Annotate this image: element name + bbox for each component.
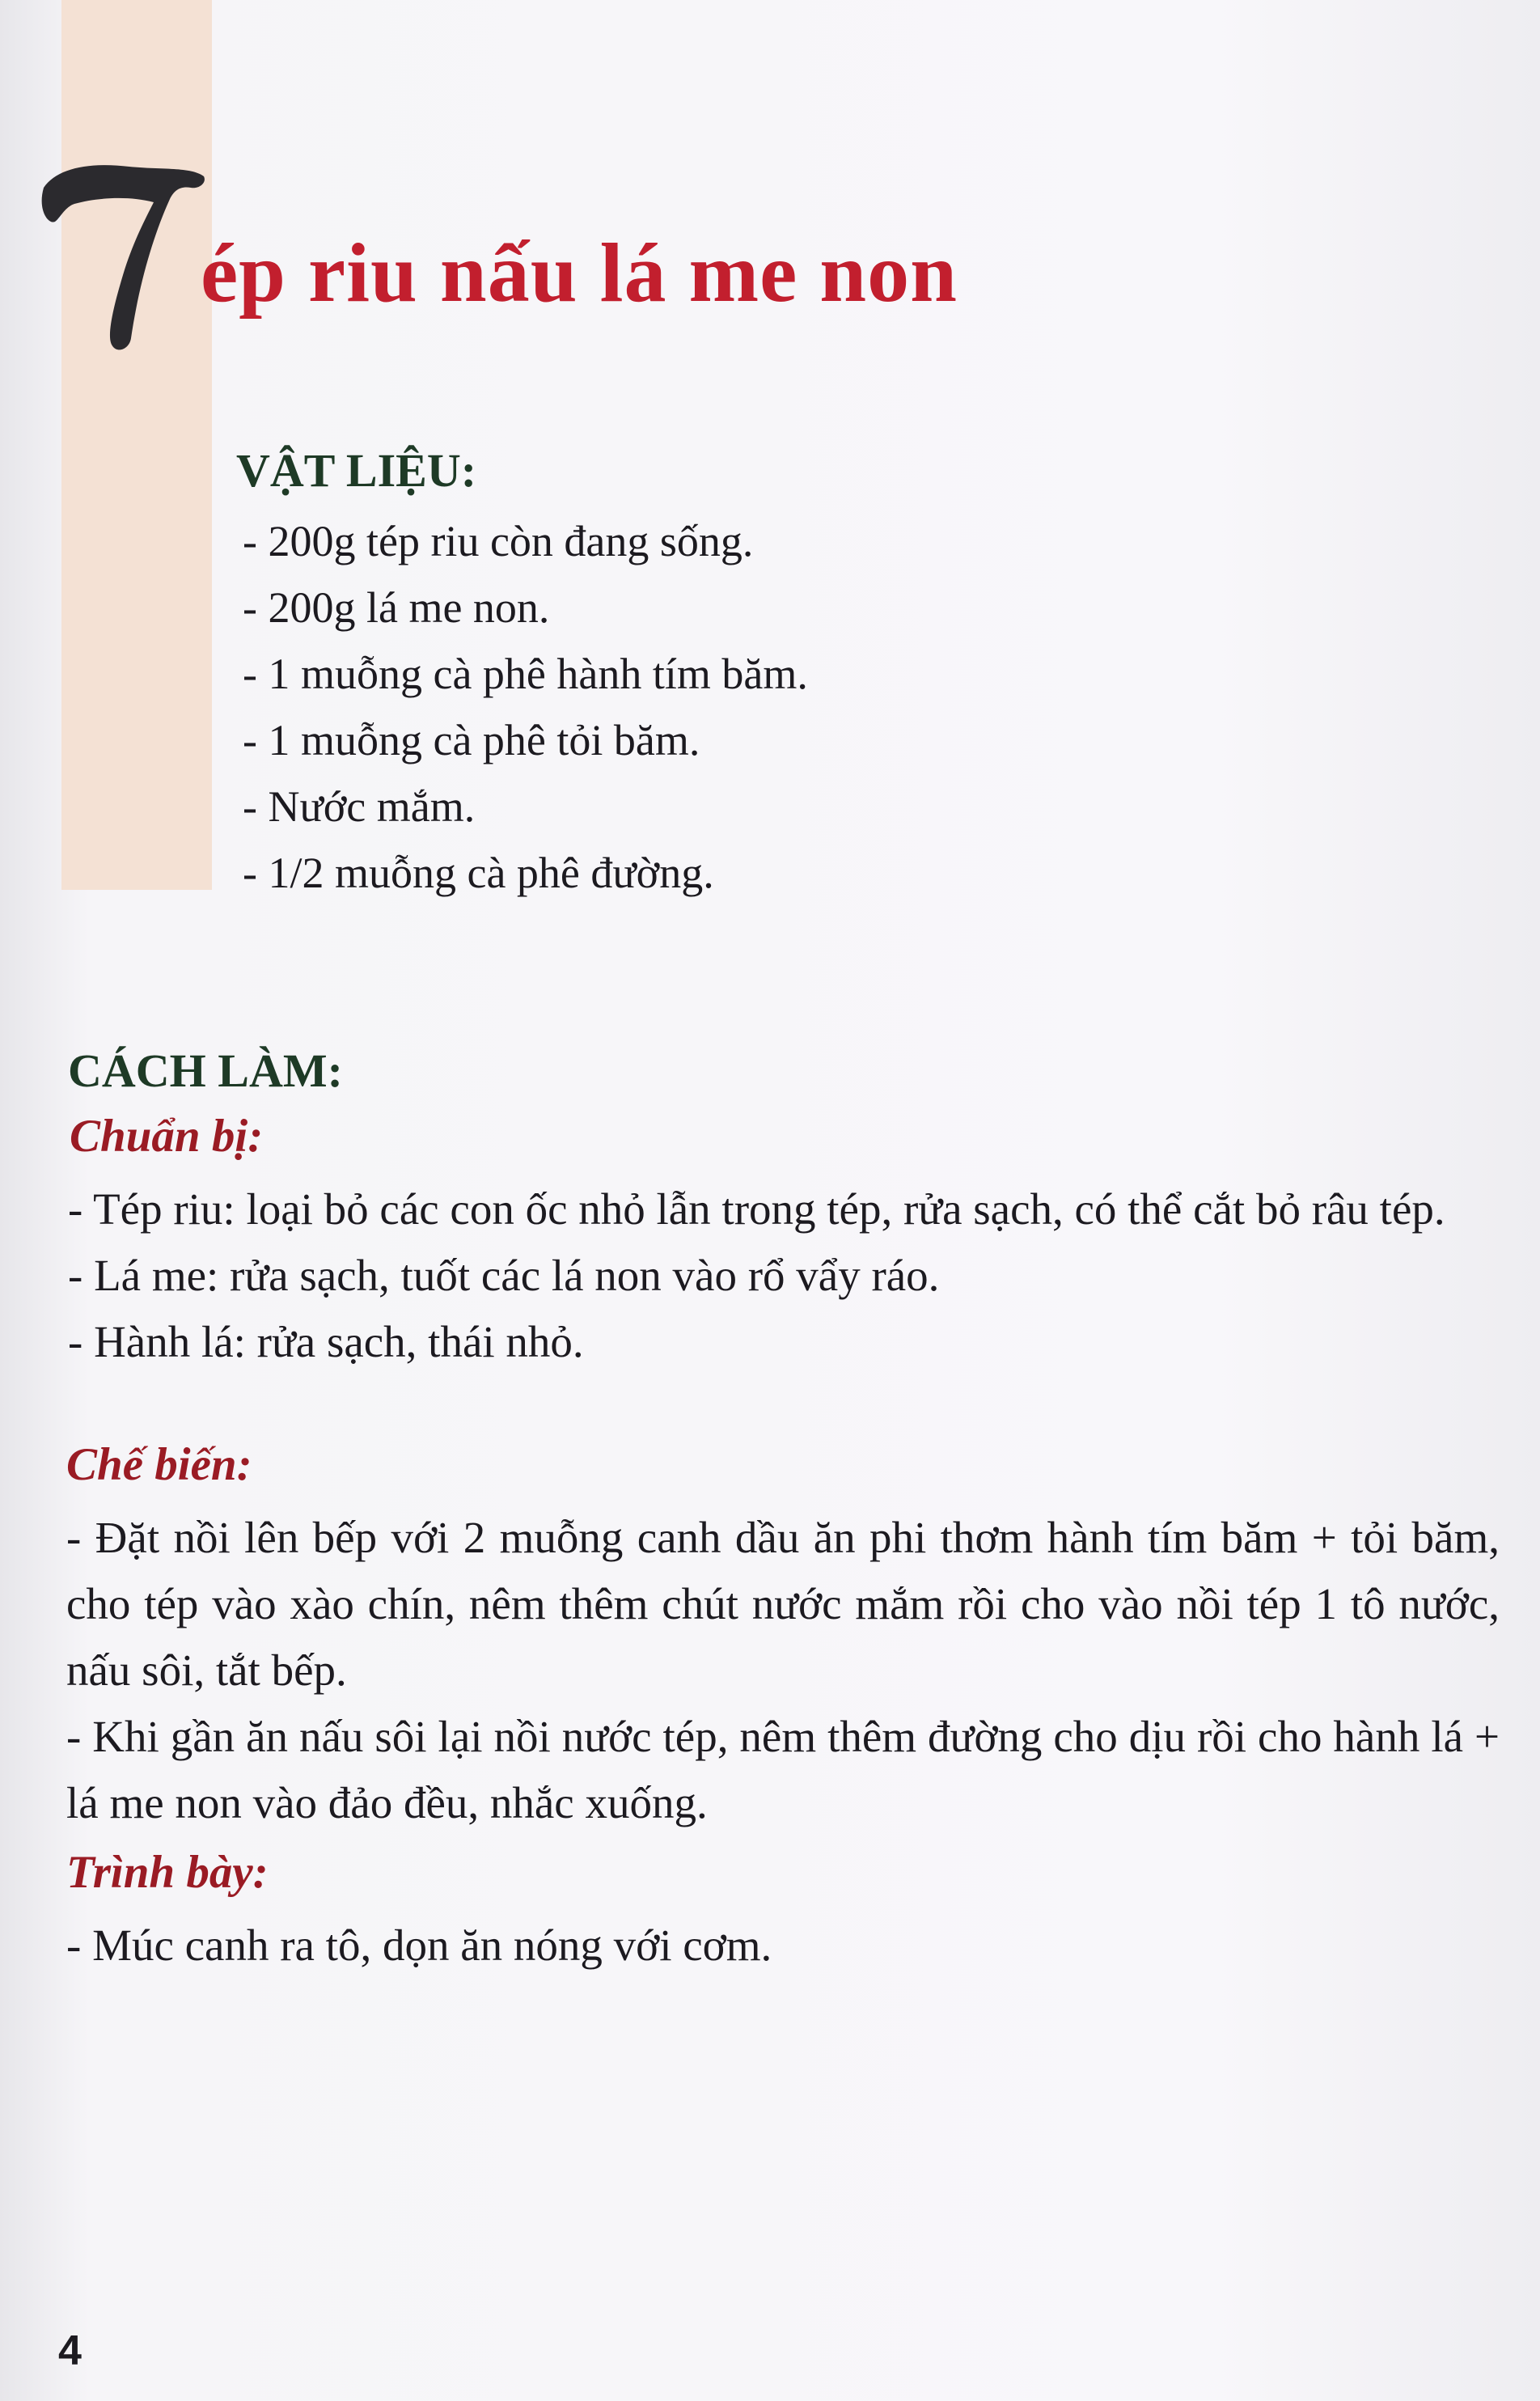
ingredient-item: - 200g lá me non. [243,583,550,632]
cooking-text [66,1505,1500,1836]
preparation-line: - Hành lá: rửa sạch, thái nhỏ. [68,1317,584,1366]
ingredient-item: - 1 muỗng cà phê tỏi băm. [243,716,700,764]
presentation-heading: Trình bày: [66,1847,269,1898]
ingredient-item: - 1/2 muỗng cà phê đường. [243,849,714,897]
preparation-line: - Lá me: rửa sạch, tuốt các lá non vào rổ vẩy ráo. [68,1251,940,1300]
recipe-title: ép riu nấu lá me non [201,227,958,320]
ingredients-heading: VẬT LIỆU: [236,444,477,497]
ingredient-item: - 200g tép riu còn đang sống. [243,517,754,565]
presentation-line: - Múc canh ra tô, dọn ăn nóng với cơm. [66,1920,772,1970]
presentation-text [66,1912,1441,1979]
preparation-line: - Tép riu: loại bỏ các con ốc nhỏ lẫn trong tép, rửa sạch, có thể cắt bỏ râu tép. [68,1184,1445,1234]
preparation-text [68,1176,1491,1375]
ingredients-list [243,508,808,906]
preparation-heading: Chuẩn bị: [70,1111,264,1162]
cooking-line: - Đặt nồi lên bếp với 2 muỗng canh dầu ăn phi thơm hành tím băm + tỏi băm, cho tép vào xào chín, nêm thêm chút nước mắm rồi cho vào nồi tép 1 tô nước, nấu sôi, tắt bếp. [66,1513,1500,1695]
accent-band [61,0,212,890]
method-heading: CÁCH LÀM: [68,1044,343,1097]
ingredient-item: - 1 muỗng cà phê hành tím băm. [243,650,808,698]
ingredient-item: - Nước mắm. [243,782,476,831]
page-number: 4 [58,2327,82,2374]
cooking-line: - Khi gần ăn nấu sôi lại nồi nước tép, nêm thêm đường cho dịu rồi cho hành lá + lá me non vào đảo đều, nhắc xuống. [66,1712,1500,1827]
brush-initial-letter [32,138,210,356]
cooking-heading: Chế biến: [66,1439,252,1490]
